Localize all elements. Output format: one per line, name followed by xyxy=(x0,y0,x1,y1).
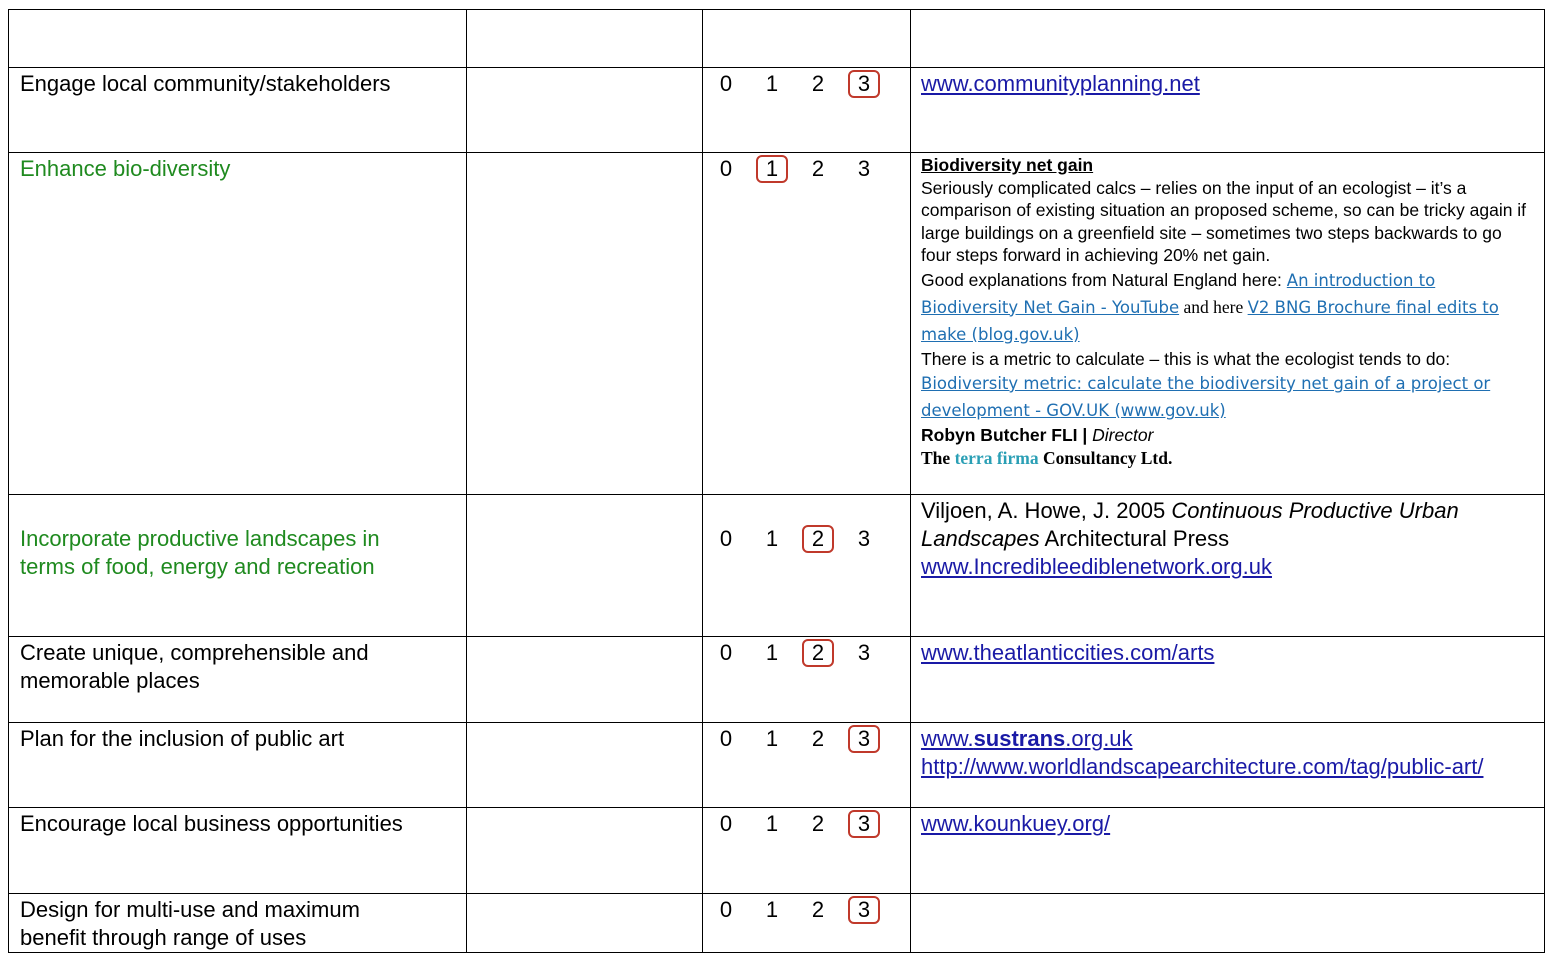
assessment-table xyxy=(8,9,1545,953)
reference-link[interactable]: www.kounkuey.org/ xyxy=(921,811,1111,836)
reference-text xyxy=(911,495,1544,581)
link-text: sustrans xyxy=(973,726,1066,751)
score-cell xyxy=(703,68,911,153)
note-paragraph: Seriously complicated calcs – relies on the input of an ecologist – it’s a comparison of existing situation an proposed scheme, so can be tricky again if large buildings on a greenfield site – sometimes two steps backwards to go four steps forward in achieving 20% net gain. xyxy=(921,177,1527,265)
cell xyxy=(467,723,703,808)
score-option-3[interactable]: 3 xyxy=(848,70,880,98)
score-option-3[interactable]: 3 xyxy=(848,725,880,753)
cell xyxy=(467,153,703,495)
reference-cell xyxy=(911,723,1545,808)
cell xyxy=(467,68,703,153)
cell xyxy=(467,10,703,68)
score-option-2[interactable]: 2 xyxy=(802,525,834,553)
score-option-2[interactable]: 2 xyxy=(811,71,825,96)
reference-link[interactable]: www.theatlanticcities.com/arts xyxy=(921,640,1215,665)
criterion-line: terms of food, energy and recreation xyxy=(20,554,375,579)
score-cell xyxy=(703,495,911,637)
reference-link[interactable]: www.communityplanning.net xyxy=(921,71,1200,96)
note-heading: Biodiversity net gain xyxy=(921,155,1094,175)
table-row xyxy=(9,637,1545,723)
criterion-cell xyxy=(9,808,467,894)
score-option-3[interactable]: 3 xyxy=(857,156,871,181)
company-text: The xyxy=(921,447,955,468)
criterion-text: Enhance bio-diversity xyxy=(20,156,231,181)
score-options xyxy=(710,525,910,555)
score-option-1[interactable]: 1 xyxy=(765,897,779,922)
score-option-0[interactable]: 0 xyxy=(719,897,733,922)
reference-publisher: Architectural Press xyxy=(1039,526,1230,551)
score-option-2[interactable]: 2 xyxy=(811,897,825,922)
criterion-text: Encourage local business opportunities xyxy=(20,811,403,836)
public-art-link[interactable]: http://www.worldlandscapearchitecture.com/tag/public-art/ xyxy=(921,754,1484,779)
score-cell xyxy=(703,153,911,495)
score-options xyxy=(710,70,910,100)
score-option-1[interactable]: 1 xyxy=(765,71,779,96)
note-paragraph: There is a metric to calculate – this is what the ecologist tends to do: xyxy=(921,348,1451,369)
reference-cell xyxy=(911,637,1545,723)
criterion-line: benefit through range of uses xyxy=(20,925,307,950)
score-options xyxy=(710,155,910,185)
reference-link[interactable]: www.Incredibleediblenetwork.org.uk xyxy=(921,554,1272,579)
criterion-line: Incorporate productive landscapes in xyxy=(20,526,380,551)
reference-title: Continuous Productive Urban xyxy=(1171,498,1459,523)
score-option-0[interactable]: 0 xyxy=(719,640,733,665)
criterion-line: Design for multi-use and maximum xyxy=(20,897,360,922)
reference-author: Viljoen, A. Howe, J. 2005 xyxy=(921,498,1172,523)
reference-title: Landscapes xyxy=(921,526,1040,551)
score-option-1[interactable]: 1 xyxy=(765,811,779,836)
score-option-2[interactable]: 2 xyxy=(811,726,825,751)
brochure-link[interactable]: V2 BNG Brochure final edits to make (blog.gov.uk) xyxy=(921,297,1499,344)
note-paragraph xyxy=(921,267,1536,348)
criterion-cell xyxy=(9,153,467,495)
score-options xyxy=(710,896,910,926)
cell xyxy=(703,10,911,68)
reference-cell xyxy=(911,153,1545,495)
company-text: Consultancy Ltd. xyxy=(1038,447,1173,468)
score-cell xyxy=(703,637,911,723)
score-option-3[interactable]: 3 xyxy=(857,640,871,665)
score-option-0[interactable]: 0 xyxy=(719,156,733,181)
table-row xyxy=(9,495,1545,637)
score-cell xyxy=(703,723,911,808)
criterion-text xyxy=(9,637,466,695)
score-option-0[interactable]: 0 xyxy=(719,726,733,751)
note-text: Good explanations from Natural England here: xyxy=(921,269,1287,290)
score-option-0[interactable]: 0 xyxy=(719,71,733,96)
gov-uk-link[interactable]: Biodiversity metric: calculate the biodiversity net gain of a project or development - GOV.UK (www.gov.uk) xyxy=(921,374,1491,420)
sustrans-link[interactable] xyxy=(921,726,1133,751)
score-cell xyxy=(703,808,911,894)
criterion-text xyxy=(9,894,466,952)
company-text: terra firma xyxy=(954,447,1039,468)
criterion-cell xyxy=(9,637,467,723)
criterion-text: Engage local community/stakeholders xyxy=(20,71,391,96)
score-option-2[interactable]: 2 xyxy=(811,811,825,836)
signature-name: Robyn Butcher FLI | xyxy=(921,425,1093,445)
criterion-line: Create unique, comprehensible and xyxy=(20,640,369,665)
link-text: .org.uk xyxy=(1065,726,1133,751)
score-option-1[interactable]: 1 xyxy=(765,726,779,751)
criterion-line: memorable places xyxy=(20,668,200,693)
biodiversity-note xyxy=(911,153,1544,469)
cell xyxy=(911,10,1545,68)
table-row xyxy=(9,153,1545,495)
table-row xyxy=(9,894,1545,953)
score-option-0[interactable]: 0 xyxy=(719,526,733,551)
cell xyxy=(467,808,703,894)
table-row xyxy=(9,808,1545,894)
score-option-3[interactable]: 3 xyxy=(857,526,871,551)
score-options xyxy=(710,810,910,840)
note-text: and here xyxy=(1179,296,1248,317)
criterion-cell xyxy=(9,68,467,153)
score-option-2[interactable]: 2 xyxy=(802,639,834,667)
cell xyxy=(467,495,703,637)
score-option-3[interactable]: 3 xyxy=(848,810,880,838)
table-row xyxy=(9,68,1545,153)
table-row xyxy=(9,723,1545,808)
signature-title: Director xyxy=(1092,425,1154,445)
score-options xyxy=(710,725,910,755)
score-option-3[interactable]: 3 xyxy=(848,896,880,924)
youtube-link[interactable]: An introduction to Biodiversity Net Gain - YouTube xyxy=(921,270,1436,317)
cell xyxy=(467,894,703,953)
score-option-0[interactable]: 0 xyxy=(719,811,733,836)
reference-cell xyxy=(911,68,1545,153)
criterion-cell xyxy=(9,723,467,808)
link-text: www. xyxy=(921,726,974,751)
criterion-cell xyxy=(9,495,467,637)
score-option-2[interactable]: 2 xyxy=(811,156,825,181)
cell xyxy=(9,10,467,68)
score-cell xyxy=(703,894,911,953)
criterion-text xyxy=(9,495,466,581)
company-name xyxy=(921,447,1536,470)
criterion-text: Plan for the inclusion of public art xyxy=(20,726,345,751)
table-row xyxy=(9,10,1545,68)
signature xyxy=(921,424,1536,447)
score-option-1[interactable]: 1 xyxy=(756,155,788,183)
reference-cell xyxy=(911,808,1545,894)
score-option-1[interactable]: 1 xyxy=(765,526,779,551)
score-options xyxy=(710,639,910,669)
reference-cell xyxy=(911,495,1545,637)
criterion-cell xyxy=(9,894,467,953)
cell xyxy=(467,637,703,723)
score-option-1[interactable]: 1 xyxy=(765,640,779,665)
reference-cell xyxy=(911,894,1545,953)
